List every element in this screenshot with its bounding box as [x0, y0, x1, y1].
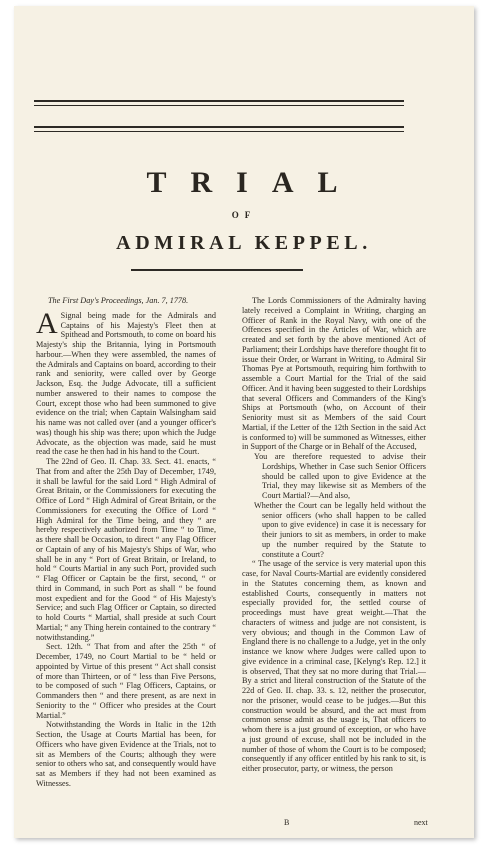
- question-2: Whether the Court can be legally held without the senior officers (who shall happen to be called upon to give evidence) in case it is necessary for their juniors to sit as members, in order to make up the number required by the Statute to constitute a Court?: [254, 500, 426, 559]
- title-of: OF: [231, 210, 257, 220]
- title-admiral-keppel: ADMIRAL KEPPEL.: [116, 232, 372, 254]
- section-heading: The First Day's Proceedings, Jan. 7, 1778.: [48, 296, 189, 305]
- top-rule-2: [34, 105, 404, 106]
- top-rule-4: [34, 131, 404, 132]
- right-column: [242, 296, 426, 774]
- drop-cap: A: [36, 306, 58, 340]
- question-1: You are therefore requested to advise their Lordships, Whether in Case such Senior Officers should be called upon to give Evidence at the Trial, they may likewise sit as Members of the Court Martial?—And also,: [254, 452, 426, 500]
- top-rule-3: [34, 126, 404, 128]
- paragraph-6: “ The usage of the service is very material upon this case, for Naval Courts-Martial are evidently considered in the Statutes concerning them, as known and established Courts, consequently in matters not especially provided for, the settled course of proceedings must have great weight.—That the characters of witness and judge are not consistent, is very obvious; and though in the Common Law of England there is no challenge to a Judge, yet in the only instance we know where Judges were called upon to give evidence in a criminal case, [Kelyng's Rep. 12.] it is observed, That they sat no more during that Trial.—By a strict and literal construction of the Statute of the 22d of Geo. II. chap. 33. s. 12, neither the prosecutor, nor the prisoner, would cease to be judges.—But this construction would be absurd, and the act must from common sense admit as the usage is, That officers to whom there is a just ground of exception, or who have a just ground of excuse, shall not be included in the number of those of whom the Court is to be composed; consequently if any officer entitled by his rank to sit, is either prosecutor, party, or witness, the person: [242, 559, 426, 773]
- paragraph-5: The Lords Commissioners of the Admiralty having lately received a Complaint in Writing, charging an Officer of Rank in the Royal Navy, with one of the Offences specified in the Articles of War, which are created and set forth by the above mentioned Act of Parliament; their Lordships have therefore thought fit to issue their Order, or Warrant in Writing, to Admiral Sir Thomas Pye at Portsmouth, requiring him forthwith to assemble a Court Martial for the Trial of the said Officer. And it having been suggested to their Lordships that several Officers and Commanders of the King's Ships at Portsmouth (who, on Account of their Seniority must sit as Members of the said Court Martial, if the Letter of the 12th Section in the said Act is conformed to) will be summoned as Witnesses, either in Support of the Charge or in Behalf of the Accused,: [242, 296, 426, 452]
- signature-mark: B: [284, 818, 290, 827]
- top-rule-1: [34, 100, 404, 102]
- paragraph-2: The 22nd of Geo. II. Chap. 33. Sect. 41. enacts, “ That from and after the 25th Day of December, 1749, it shall be lawful for the said Lord “ High Admiral of Great Britain, or the Commissioners for executing the Office of Lord “ High Admiral of Great Britain, or the Commissioners for executing the Office of Lord “ High Admiral for the Time being, and they “ are hereby respectively authorized from Time “ to Time, as there shall be Occasion, to direct “ any Flag Officer or Captain of any of his Majesty's Ships of War, who shall be in any “ Port of Great Britain, or Ireland, to hold “ Courts Martial in any such Port, provided such “ Flag Officer or Captain be the first, second, “ or third in Command, in such Port as shall “ be found most expedient and for the Good “ of His Majesty's Service; and such Flag Officer or Captain, so directed to hold Courts “ Martial, shall preside at such Court Martial; “ any Thing herein contained to the contrary “ notwithstanding.”: [36, 457, 216, 642]
- paragraph-1-text: Signal being made for the Admirals and Captains of his Majesty's Fleet then at Spithead and Portsmouth, to come on board his Majesty's ship the Britannia, lying in Portsmouth harbour.—When they were assembled, the names of the Admirals and Captains on board, according to their rank and seniority, were called over by George Jackson, Esq. the Judge Advocate, till a sufficient number answered to their names to compose the Court, except those who had been summoned to give evidence on the trial; when Captain Walsingham said his name was not called over (and a younger officer's was) though his ship was there; upon which the Judge Advocate, as the objection was made, said he must read the case he then had in his hand to the Court.: [36, 310, 216, 457]
- paragraph-4: Notwithstanding the Words in Italic in the 12th Section, the Usage at Courts Martial has been, for Officers who have given Evidence at the Trials, not to sit as Members of the Courts; although they were senior to others who sat, and consequently would have sat as Members if they had not been examined as Witnesses.: [36, 720, 216, 788]
- paragraph-3: Sect. 12th. “ That from and after the 25th “ of December, 1749, no Court Martial to be “ held or appointed by Virtue of this present “ Act shall consist of more than Thirteen, or of “ less than Five Persons, to be composed of such “ Flag Officers, Captains, or Commanders then “ and there present, as are next in Seniority to the “ Officer who presides at the Court Martial.”: [36, 642, 216, 720]
- paragraph-1: [36, 306, 216, 457]
- title-trial: TRIAL: [146, 166, 362, 199]
- title-rule: [131, 269, 303, 271]
- catchword: next: [414, 818, 428, 827]
- document-page: [14, 6, 474, 838]
- left-column: [36, 296, 216, 789]
